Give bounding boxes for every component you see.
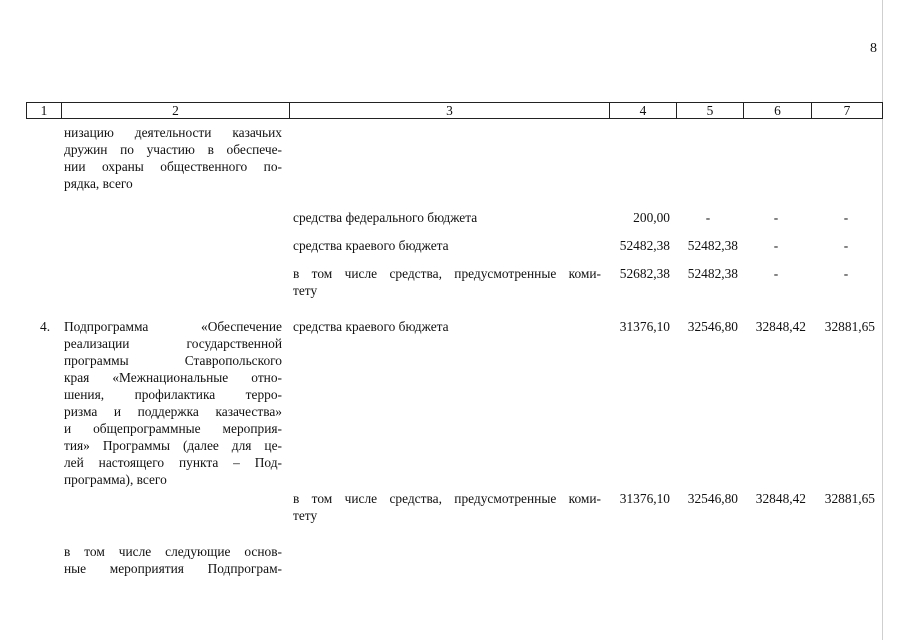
block2-title-line: тия» Программы (далее для це- [64,438,282,453]
value-col-4: 31376,10 [619,319,670,334]
block2-title-line: края «Межнациональные отно- [64,370,282,385]
block1-title-line: нии охраны общественного по- [64,159,282,174]
header-col-7: 7 [811,102,883,119]
value-col-7: 32881,65 [824,319,875,334]
funding-source: средства краевого бюджета [293,319,449,334]
value-col-4: 200,00 [633,210,670,225]
block2-title-line: шения, профилактика терро- [64,387,282,402]
value-col-5: - [705,210,711,225]
header-col-3: 3 [289,102,609,119]
value-col-6: - [773,266,779,281]
funding-source: тету [293,508,318,523]
block2-title-line: программа), всего [64,472,167,487]
value-col-5: 32546,80 [687,319,738,334]
header-col-2: 2 [61,102,289,119]
block2-title-line: и общепрограммные мероприя- [64,421,282,436]
header-col-4: 4 [609,102,676,119]
funding-source: тету [293,283,318,298]
page-edge [882,0,883,640]
value-col-5: 52482,38 [687,266,738,281]
block1-title-line: рядка, всего [64,176,133,191]
value-col-6: - [773,238,779,253]
header-col-6: 6 [743,102,811,119]
funding-source: в том числе средства, предусмотренные коми- [293,266,601,281]
value-col-4: 52482,38 [619,238,670,253]
value-col-7: - [843,238,849,253]
block1-title-line: низацию деятельности казачьих [64,125,282,140]
header-col-1: 1 [26,102,61,119]
block3-title-line: ные мероприятия Подпрограм- [64,561,282,576]
value-col-7: 32881,65 [824,491,875,506]
block2-title-line: программы Ставропольского [64,353,282,368]
item-number: 4. [40,319,51,334]
value-col-6: 32848,42 [755,319,806,334]
value-col-4: 31376,10 [619,491,670,506]
funding-source: средства федерального бюджета [293,210,478,225]
funding-source: средства краевого бюджета [293,238,449,253]
header-col-5: 5 [676,102,743,119]
value-col-7: - [843,210,849,225]
value-col-5: 52482,38 [687,238,738,253]
value-col-7: - [843,266,849,281]
value-col-5: 32546,80 [687,491,738,506]
value-col-6: - [773,210,779,225]
block3-title-line: в том числе следующие основ- [64,544,282,559]
funding-source: в том числе средства, предусмотренные коми- [293,491,601,506]
value-col-4: 52682,38 [619,266,670,281]
value-col-6: 32848,42 [755,491,806,506]
block2-title-line: ризма и поддержка казачества» [64,404,282,419]
block1-title-line: дружин по участию в обеспече- [64,142,282,157]
page-number: 8 [870,41,877,56]
block2-title-line: Подпрограмма «Обеспечение [64,319,282,334]
block2-title-line: лей настоящего пункта – Под- [64,455,282,470]
block2-title-line: реализации государственной [64,336,282,351]
